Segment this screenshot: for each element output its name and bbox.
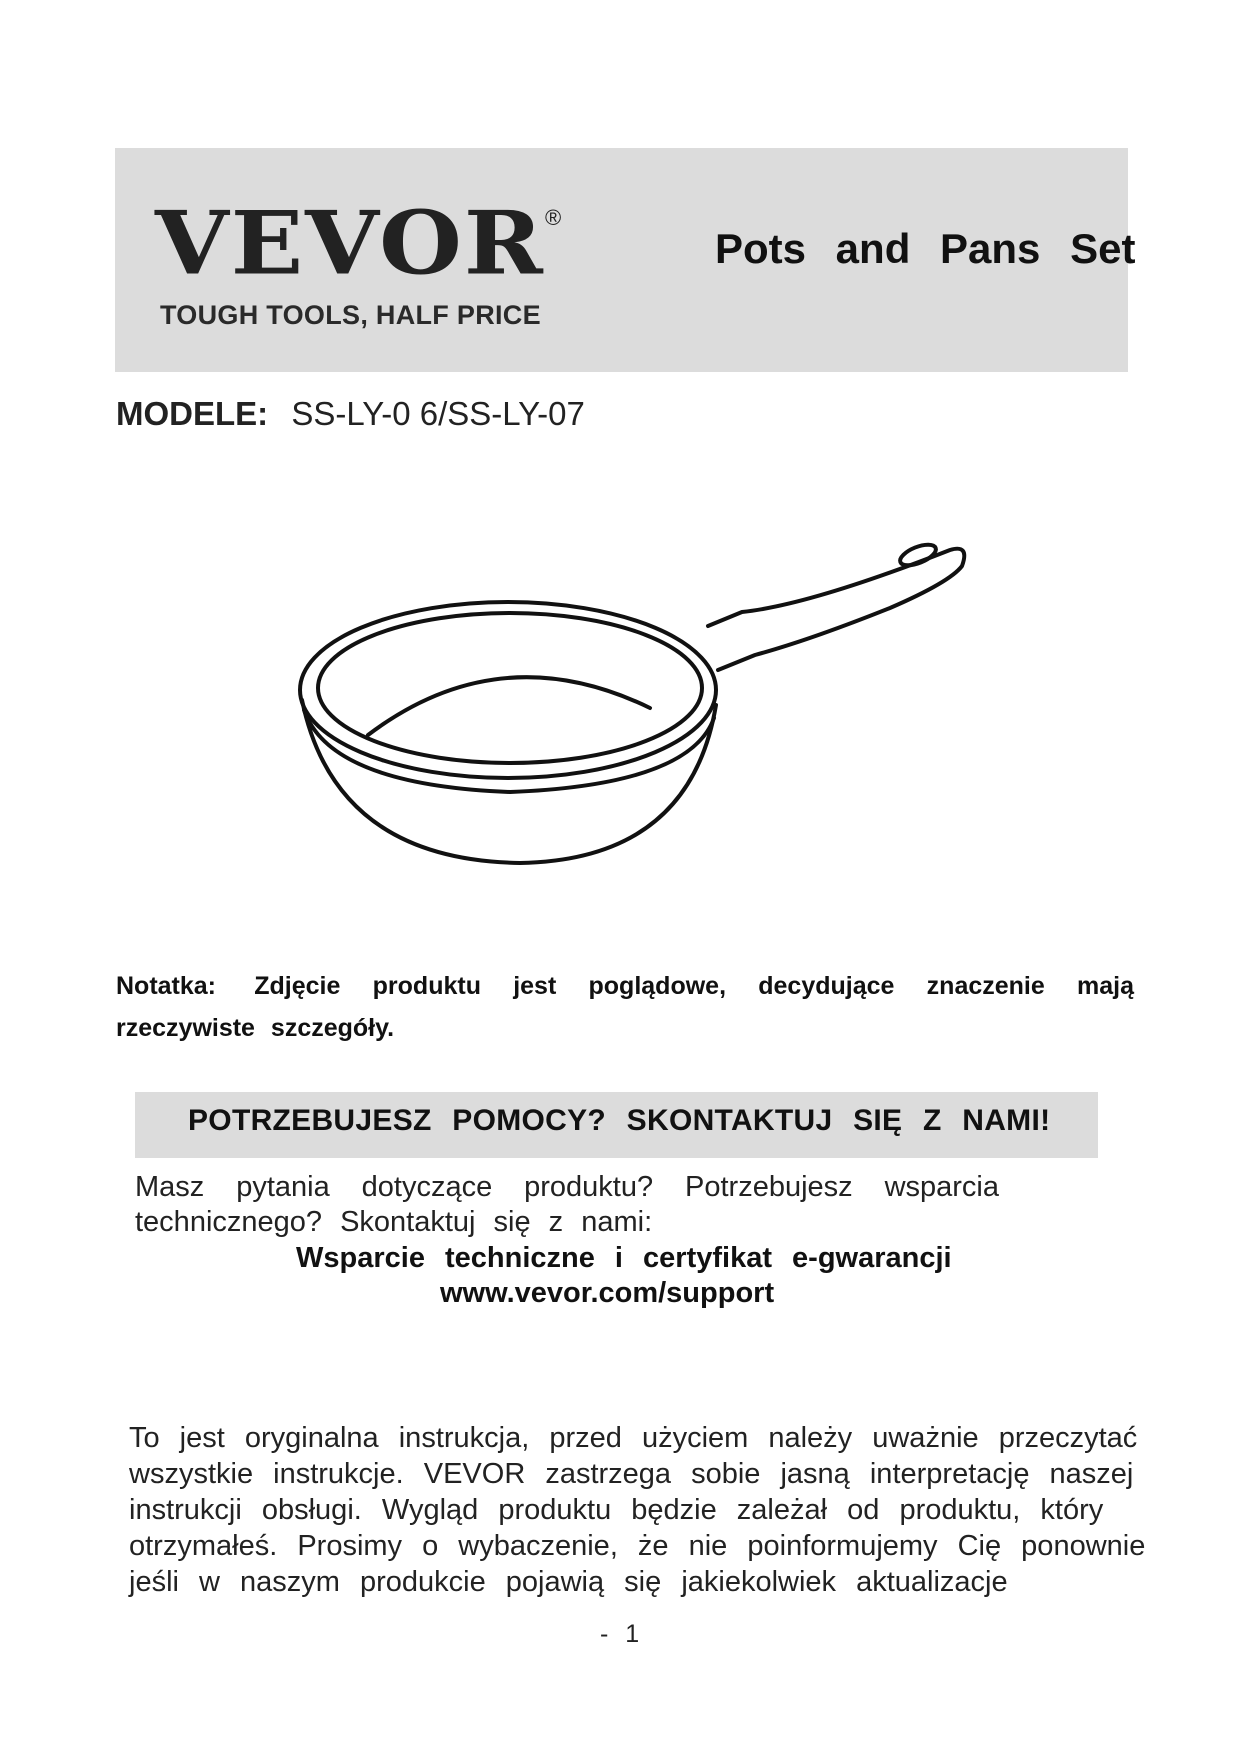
original-instructions-notice: To jest oryginalna instrukcja, przed użyciem należy uważnie przeczytać wszystkie instrukcje. VEVOR zastrzega sobie jasną interpretację naszej instrukcji obsługi. Wygląd produktu będzie zależał od produktu, który otrzymałeś. Prosimy o wybaczenie, że nie poinformujemy Cię ponownie jeśli w naszym produkcie pojawią się jakiekolwiek aktualizacje	[129, 1422, 1146, 1598]
support-heading: Wsparcie techniczne i certyfikat e-gwarancji	[296, 1242, 952, 1274]
models-line	[116, 395, 585, 433]
pan-rim-inner	[318, 613, 702, 763]
product-note	[116, 965, 1134, 1049]
note-label: Notatka:	[116, 972, 217, 1000]
registered-mark: ®	[545, 205, 562, 230]
models-label: MODELE:	[116, 395, 269, 432]
pan-handle-hole	[897, 540, 938, 569]
models-value: SS-LY-0 6/SS-LY-07	[291, 395, 585, 432]
support-link[interactable]: www.vevor.com/support	[440, 1277, 775, 1309]
help-body: Masz pytania dotyczące produktu? Potrzebujesz wsparcia technicznego? Skontaktuj się z nami:	[135, 1171, 999, 1238]
document-title: Pots and Pans Set	[715, 225, 1136, 272]
pan-handle	[708, 549, 964, 670]
pan-floor-edge	[368, 677, 650, 735]
pan-rim-outer	[300, 602, 716, 778]
help-title: POTRZEBUJESZ POMOCY? SKONTAKTUJ SIĘ Z NAMI!	[188, 1104, 1051, 1137]
pan-bowl	[302, 700, 716, 863]
brand-tagline: TOUGH TOOLS, HALF PRICE	[160, 300, 541, 330]
brand-logo: VEVOR	[155, 192, 545, 295]
note-text: Zdjęcie produktu jest poglądowe, decydujące znaczenie mają rzeczywiste szczegóły.	[116, 972, 1134, 1042]
frying-pan-illustration	[290, 530, 990, 880]
page-number: - 1	[600, 1620, 640, 1648]
